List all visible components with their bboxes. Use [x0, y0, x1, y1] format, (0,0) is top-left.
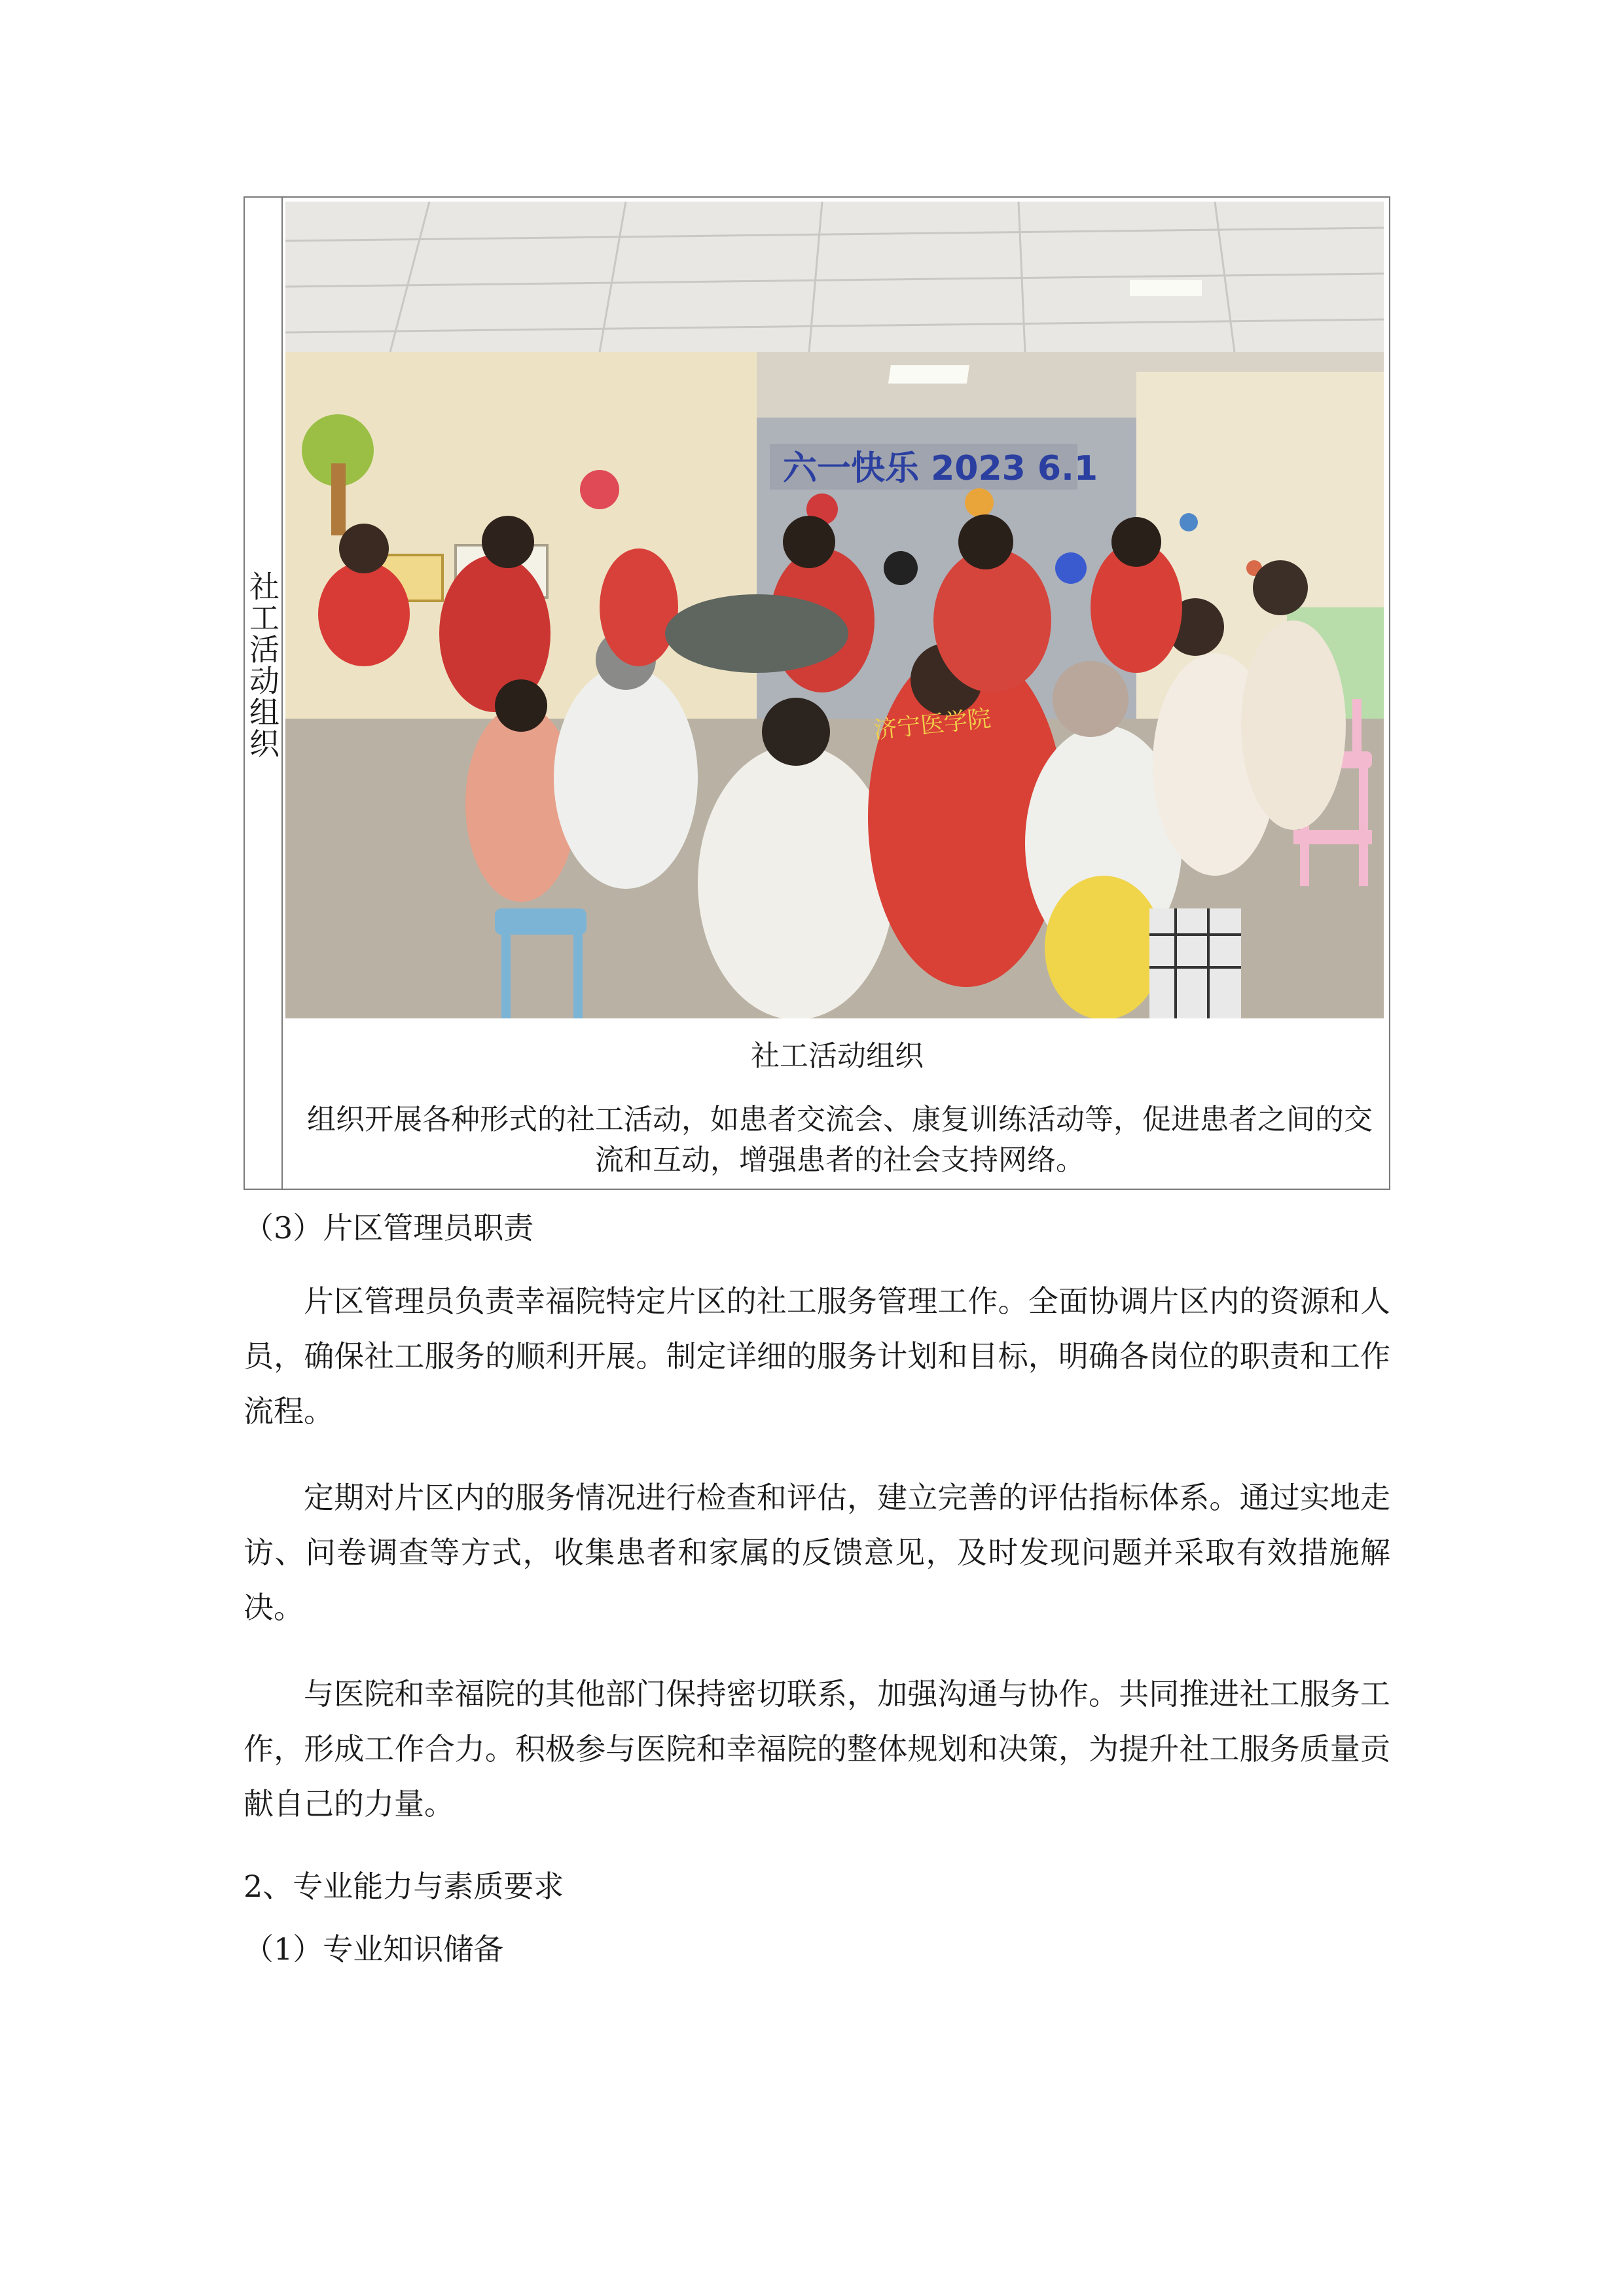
banner-text-icon	[770, 444, 1098, 490]
svg-text:六一快乐 2023 6.1: 六一快乐 2023 6.1	[783, 449, 1098, 488]
photo-description: 组织开展各种形式的社工活动，如患者交流会、康复训练活动等，促进患者之间的交流和互动，增强患者的社会支持网络。	[307, 1103, 1373, 1177]
svg-text:济宁医学院: 济宁医学院	[872, 705, 992, 744]
activity-photo	[285, 202, 1384, 1018]
table-row-label: 社工活动组织	[245, 571, 280, 759]
section-heading: （3）片区管理员职责	[244, 1210, 534, 1246]
next-section-heading: 2、专业能力与素质要求	[244, 1869, 564, 1904]
paragraph: 与医院和幸福院的其他部门保持密切联系，加强沟通与协作。共同推进社工服务工作，形成工作合力。积极参与医院和幸福院的整体规划和决策，为提升社工服务质量贡献自己的力量。	[244, 1676, 1390, 1821]
next-section-subheading: （1）专业知识储备	[244, 1931, 504, 1967]
photo-caption: 社工活动组织	[751, 1039, 924, 1073]
paragraph: 片区管理员负责幸福院特定片区的社工服务管理工作。全面协调片区内的资源和人员，确保社工服务的顺利开展。制定详细的服务计划和目标，明确各岗位的职责和工作流程。	[244, 1283, 1390, 1429]
table-label-column	[245, 198, 283, 1189]
activity-photo-table	[244, 196, 1390, 1190]
paragraph: 定期对片区内的服务情况进行检查和评估，建立完善的评估指标体系。通过实地走访、问卷调查等方式，收集患者和家属的反馈意见，及时发现问题并采取有效措施解决。	[244, 1480, 1390, 1625]
